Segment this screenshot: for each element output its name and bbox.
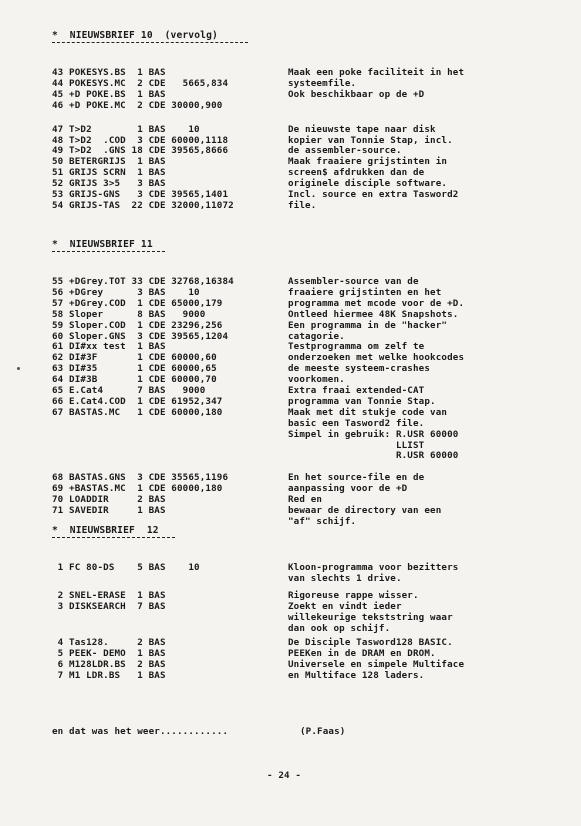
file-description: bewaar de directory van een: [288, 505, 442, 516]
file-entry: 47 T>D2 1 BAS 10: [52, 123, 200, 135]
section-underline: [52, 251, 165, 252]
section-underline: [52, 42, 248, 43]
file-description: LLIST: [288, 439, 425, 451]
file-description: De Disciple Tasword128 BASIC.: [288, 637, 453, 649]
file-description: Ontleed hiermee 48K Snapshots.: [288, 308, 459, 320]
file-entry: 69 +BASTAS.MC 1 CDE 60000,180: [52, 483, 223, 495]
file-description: aanpassing voor de +D: [288, 483, 408, 495]
stray-mark: [17, 367, 20, 370]
file-entry: 45 +D POKE.BS 1 BAS: [52, 88, 172, 100]
file-description: Maak met dit stukje code van: [288, 406, 448, 418]
file-description: R.USR 60000: [288, 450, 459, 462]
file-entry: 67 BASTAS.MC 1 CDE 60000,180: [52, 406, 223, 418]
file-description: En het source-file en de: [288, 472, 425, 484]
file-description: voorkomen.: [288, 374, 345, 386]
section-heading: * NIEUWSBRIEF 11: [52, 239, 153, 250]
file-entry: 61 DI#xx test 1 BAS: [52, 341, 172, 353]
file-description: Ook beschikbaar op de +D: [288, 88, 425, 100]
file-entry: 48 T>D2 .COD 3 CDE 60000,1118: [52, 134, 229, 146]
page-number: - 24 -: [267, 770, 302, 781]
file-entry: 53 GRIJS-GNS 3 CDE 39565,1401: [52, 189, 229, 200]
file-description: Kloon-programma voor bezitters: [288, 562, 459, 573]
file-entry: 43 POKESYS.BS 1 BAS: [52, 67, 172, 78]
file-description: de assembler-source.: [288, 145, 402, 157]
section-heading: * NIEUWSBRIEF 10 (vervolg): [52, 30, 218, 41]
file-entry: 5 PEEK- DEMO 1 BAS: [52, 648, 172, 660]
file-entry: 60 Sloper.GNS 3 CDE 39565,1204: [52, 330, 229, 342]
file-entry: 65 E.Cat4 7 BAS 9000: [52, 385, 206, 396]
file-description: onderzoeken met welke hookcodes: [288, 352, 465, 364]
file-description: Universele en simpele Multiface: [288, 659, 465, 671]
file-entry: 57 +DGrey.COD 1 CDE 65000,179: [52, 297, 223, 309]
file-description: Extra fraai extended-CAT: [288, 385, 425, 396]
file-description: programma van Tonnie Stap.: [288, 395, 436, 407]
file-description: dan ook op schijf.: [288, 622, 391, 634]
file-description: willekeurige tekststring waar: [288, 611, 453, 623]
file-description: van slechts 1 drive.: [288, 572, 402, 584]
file-description: Maak fraaiere grijstinten in: [288, 156, 448, 168]
author-signature: (P.Faas): [300, 726, 346, 737]
file-description: basic een Tasword2 file.: [288, 417, 425, 429]
file-description: en Multiface 128 laders.: [288, 670, 425, 682]
section-heading: * NIEUWSBRIEF 12: [52, 525, 159, 536]
file-description: programma met mcode voor de +D.: [288, 297, 465, 309]
file-description: Red en: [288, 494, 323, 506]
file-description: PEEKen in de DRAM en DROM.: [288, 648, 436, 660]
file-entry: 49 T>D2 .GNS 18 CDE 39565,8666: [52, 145, 229, 157]
file-entry: 58 Sloper 8 BAS 9000: [52, 308, 206, 320]
file-description: Simpel in gebruik: R.USR 60000: [288, 428, 459, 440]
file-entry: 6 M128LDR.BS 2 BAS: [52, 659, 172, 671]
file-description: screen$ afdrukken dan de: [288, 167, 425, 179]
file-entry: 62 DI#3F 1 CDE 60000,60: [52, 352, 217, 364]
file-entry: 66 E.Cat4.COD 1 CDE 61952,347: [52, 395, 223, 407]
file-entry: 3 DISKSEARCH 7 BAS: [52, 600, 172, 612]
file-description: catagorie.: [288, 330, 345, 342]
file-entry: 7 M1 LDR.BS 1 BAS: [52, 670, 172, 682]
file-entry: 64 DI#3B 1 CDE 60000,70: [52, 374, 217, 386]
file-description: Zoekt en vindt ieder: [288, 600, 402, 612]
file-description: file.: [288, 199, 317, 211]
closing-line: en dat was het weer............: [52, 726, 229, 737]
file-entry: 63 DI#35 1 CDE 60000,65: [52, 363, 217, 375]
section-underline: [52, 537, 175, 538]
file-entry: 59 Sloper.COD 1 CDE 23296,256: [52, 319, 223, 331]
file-entry: 52 GRIJS 3>5 3 BAS: [52, 178, 172, 190]
file-entry: 2 SNEL-ERASE 1 BAS: [52, 589, 172, 601]
file-entry: 70 LOADDIR 2 BAS: [52, 494, 172, 506]
file-description: Incl. source en extra Tasword2: [288, 189, 459, 200]
file-description: Testprogramma om zelf te: [288, 341, 425, 353]
file-entry: 46 +D POKE.MC 2 CDE 30000,900: [52, 99, 223, 111]
file-description: De nieuwste tape naar disk: [288, 123, 436, 135]
file-entry: 1 FC 80-DS 5 BAS 10: [52, 562, 200, 573]
file-entry: 4 Tas128. 2 BAS: [52, 637, 172, 649]
file-entry: 55 +DGrey.TOT 33 CDE 32768,16384: [52, 276, 234, 287]
file-entry: 44 POKESYS.MC 2 CDE 5665,834: [52, 77, 229, 89]
file-description: Assembler-source van de: [288, 276, 419, 287]
file-entry: 50 BETERGRIJS 1 BAS: [52, 156, 172, 168]
file-description: "af" schijf.: [288, 515, 357, 527]
file-entry: 54 GRIJS-TAS 22 CDE 32000,11072: [52, 199, 234, 211]
file-entry: 68 BASTAS.GNS 3 CDE 35565,1196: [52, 472, 229, 484]
file-entry: 56 +DGrey 3 BAS 10: [52, 286, 200, 298]
file-description: de meeste systeem-crashes: [288, 363, 431, 375]
file-description: Rigoreuse rappe wisser.: [288, 589, 419, 601]
file-description: Maak een poke faciliteit in het: [288, 67, 465, 78]
file-entry: 51 GRIJS SCRN 1 BAS: [52, 167, 172, 179]
file-description: systeemfile.: [288, 77, 357, 89]
file-description: Een programma in de "hacker": [288, 319, 448, 331]
file-entry: 71 SAVEDIR 1 BAS: [52, 505, 172, 516]
file-description: fraaiere grijstinten en het: [288, 286, 442, 298]
file-description: originele disciple software.: [288, 178, 448, 190]
file-description: kopier van Tonnie Stap, incl.: [288, 134, 453, 146]
